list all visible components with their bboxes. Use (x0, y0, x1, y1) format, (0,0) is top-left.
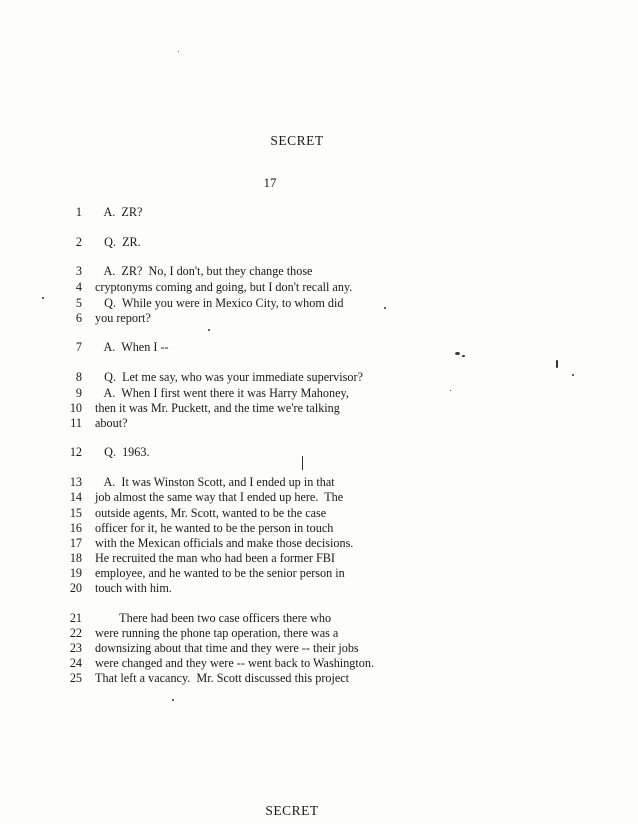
line-text: A. ZR? No, I don't, but they change those (95, 264, 313, 278)
line-text: touch with him. (95, 581, 172, 595)
line-text: about? (95, 416, 128, 430)
line-text: That left a vacancy. Mr. Scott discussed this project (95, 671, 350, 685)
scan-speck (208, 329, 210, 331)
transcript-line (60, 385, 420, 401)
transcript-line (60, 535, 420, 551)
line-number: 24 (69, 656, 82, 670)
line-text: downsizing about that time and they were -- their jobs (95, 641, 359, 655)
scan-speck (302, 456, 303, 470)
line-number: 19 (69, 566, 82, 580)
line-text: were running the phone tap operation, there was a (95, 626, 339, 640)
scan-speck (572, 374, 574, 376)
scan-speck (384, 307, 386, 309)
scan-speck (556, 360, 558, 368)
line-text: A. When I first went there it was Harry Mahoney, (95, 386, 349, 400)
line-number: 13 (69, 475, 82, 489)
transcript-line (60, 670, 420, 686)
scan-speck (450, 390, 451, 391)
line-number: 23 (69, 641, 82, 655)
line-number: 3 (75, 264, 82, 278)
line-text: were changed and they were -- went back to Washington. (95, 656, 375, 670)
line-number: 21 (69, 611, 82, 625)
header-classification-marking: SECRET (270, 133, 324, 148)
scan-speck (42, 297, 44, 299)
scan-speck (455, 352, 460, 355)
line-number: 20 (69, 581, 82, 595)
line-text: you report? (95, 311, 151, 325)
line-number: 4 (75, 280, 82, 294)
line-number: 15 (69, 506, 82, 520)
line-number: 18 (69, 551, 82, 565)
line-number: 5 (75, 296, 82, 310)
transcript-line (60, 640, 420, 656)
line-text: employee, and he wanted to be the senior person in (95, 566, 345, 580)
transcript-line (60, 279, 420, 295)
line-text: He recruited the man who had been a former FBI (95, 551, 335, 565)
transcript-line (60, 489, 420, 505)
transcript-line (60, 204, 420, 220)
line-text: There had been two case officers there who (95, 611, 332, 625)
transcript-line (60, 505, 420, 521)
transcript-line (60, 550, 420, 566)
line-text: A. ZR? (95, 205, 143, 219)
line-number: 14 (69, 490, 82, 504)
transcript-line (60, 444, 420, 460)
transcript-line (60, 474, 420, 490)
transcript-line (60, 580, 420, 596)
line-number: 6 (75, 311, 82, 325)
page-number: 17 (263, 175, 277, 190)
line-number: 2 (75, 235, 82, 249)
line-number: 9 (75, 386, 82, 400)
transcript-line (60, 234, 420, 250)
transcript-line (60, 415, 420, 431)
footer-classification-marking: SECRET (265, 803, 319, 818)
transcript-line (60, 625, 420, 641)
transcript-line (60, 655, 420, 671)
line-number: 7 (75, 340, 82, 354)
line-text: cryptonyms coming and going, but I don't recall any. (95, 280, 353, 294)
line-text: outside agents, Mr. Scott, wanted to be the case (95, 506, 327, 520)
scan-speck (462, 355, 465, 357)
line-text: A. When I -- (95, 340, 169, 354)
line-number: 11 (70, 416, 82, 430)
line-number: 22 (69, 626, 82, 640)
line-number: 17 (69, 536, 82, 550)
transcript-line (60, 295, 420, 311)
line-number: 1 (75, 205, 82, 219)
line-text: Q. Let me say, who was your immediate supervisor? (95, 370, 363, 384)
line-number: 10 (69, 401, 82, 415)
line-text: job almost the same way that I ended up here. The (95, 490, 344, 504)
line-text: Q. 1963. (95, 445, 150, 459)
line-text: Q. ZR. (95, 235, 141, 249)
transcript-line (60, 520, 420, 536)
line-text: officer for it, he wanted to be the person in touch (95, 521, 334, 535)
transcript-line (60, 339, 420, 355)
line-text: then it was Mr. Puckett, and the time we're talking (95, 401, 340, 415)
line-number: 25 (69, 671, 82, 685)
scan-speck (172, 699, 174, 701)
transcript-line (60, 369, 420, 385)
line-number: 8 (75, 370, 82, 384)
line-number: 12 (69, 445, 82, 459)
transcript-line (60, 610, 420, 626)
scan-speck (178, 51, 179, 52)
transcript-line (60, 263, 420, 279)
transcript-line (60, 565, 420, 581)
line-text: Q. While you were in Mexico City, to whom did (95, 296, 344, 310)
line-number: 16 (69, 521, 82, 535)
line-text: with the Mexican officials and make those decisions. (95, 536, 354, 550)
transcript-line (60, 400, 420, 416)
transcript-line (60, 310, 420, 326)
line-text: A. It was Winston Scott, and I ended up in that (95, 475, 335, 489)
